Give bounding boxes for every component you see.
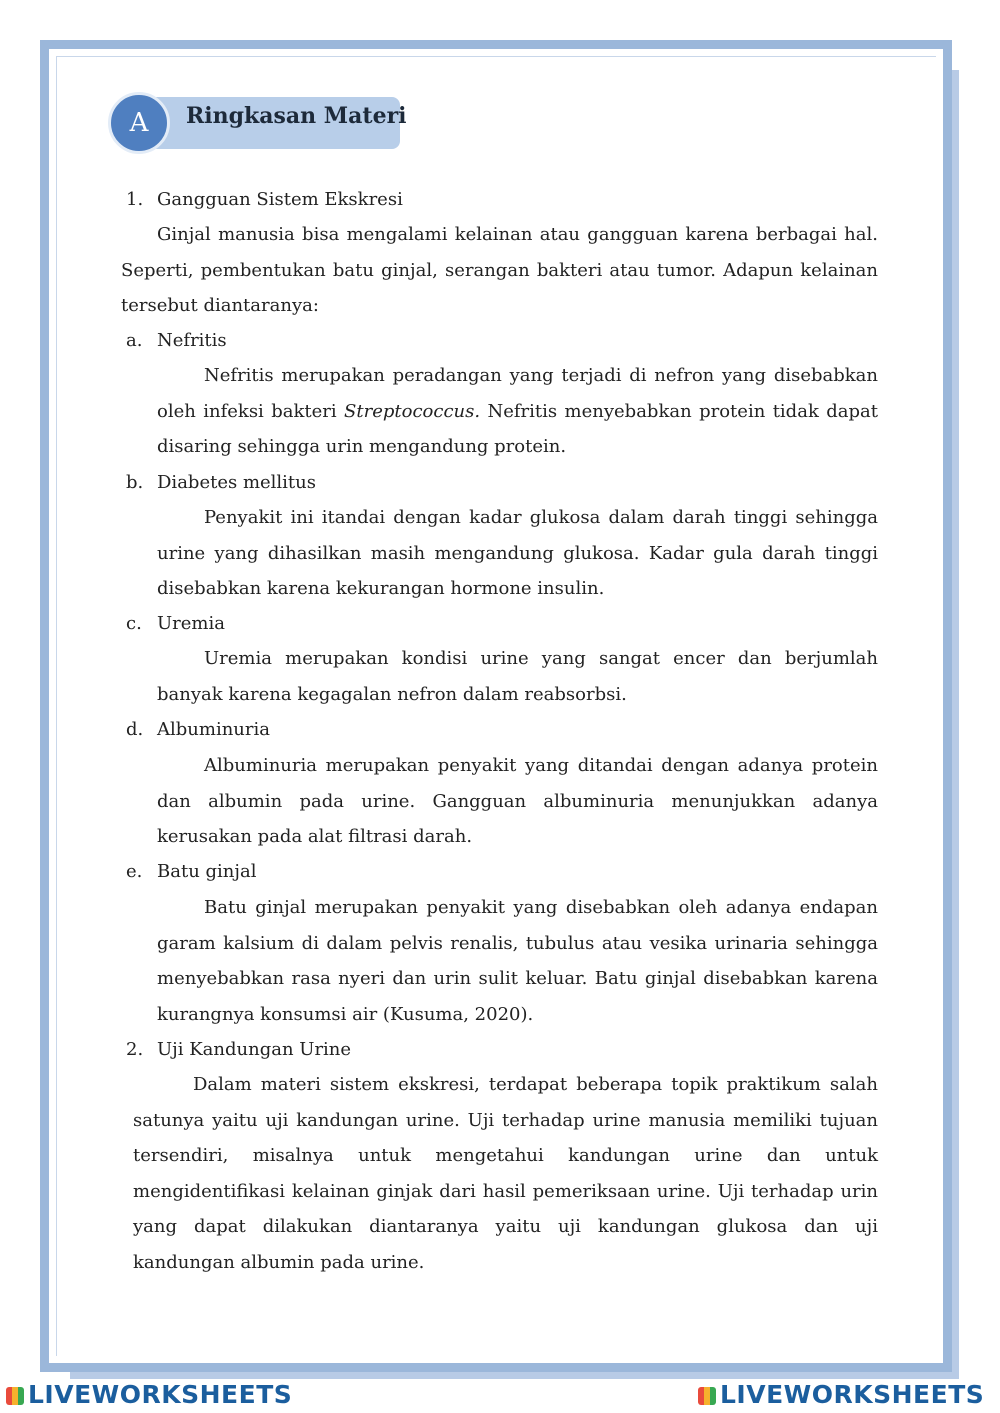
inner-line-left: [56, 56, 57, 1356]
item-d-title: Albuminuria: [157, 719, 270, 740]
item-d-text: Albuminuria merupakan penyakit yang ditandai dengan adanya protein dan albumin pada urine. Gangguan albuminuria menunjukkan adanya kerusakan pada alat filtrasi darah.: [157, 755, 878, 847]
inner-line-top: [56, 56, 936, 57]
frame-bottom: [40, 1363, 952, 1372]
footer-brand-left[interactable]: [6, 1380, 292, 1409]
item-e-text: Batu ginjal merupakan penyakit yang disebabkan oleh adanya endapan garam kalsium di dalam pelvis renalis, tubulus atau vesika urinaria sehingga menyebabkan rasa nyeri dan urin sulit keluar. Batu ginjal disebabkan karena kurangnya konsumsi air (Kusuma, 2020).: [157, 897, 878, 1025]
item-d-letter: d.: [126, 719, 144, 740]
item-e-title: Batu ginjal: [157, 861, 257, 882]
item-c-text: Uremia merupakan kondisi urine yang sangat encer dan berjumlah banyak karena kegagalan nefron dalam reabsorbsi.: [157, 648, 878, 705]
frame-shadow-right: [952, 70, 959, 1378]
section1-number: 1.: [126, 189, 144, 210]
section2-title: Uji Kandungan Urine: [157, 1039, 352, 1060]
section1-title: Gangguan Sistem Ekskresi: [157, 189, 403, 210]
footer-brand-text: LIVEWORKSHEETS: [28, 1380, 293, 1409]
item-b-letter: b.: [126, 472, 144, 493]
section-badge: A: [108, 92, 170, 154]
liveworksheets-logo-icon: [6, 1387, 24, 1405]
liveworksheets-logo-icon: [698, 1387, 716, 1405]
frame-shadow-bottom: [70, 1372, 959, 1379]
item-b-text: Penyakit ini itandai dengan kadar glukosa dalam darah tinggi sehingga urine yang dihasilkan masih mengandung glukosa. Kadar gula darah tinggi disebabkan karena kekurangan hormone insulin.: [157, 507, 878, 599]
item-b-title: Diabetes mellitus: [157, 472, 316, 493]
section1-intro: Ginjal manusia bisa mengalami kelainan atau gangguan karena berbagai hal. Seperti, pembentukan batu ginjal, serangan bakteri atau tumor. Adapun kelainan tersebut diantaranya:: [121, 224, 878, 316]
item-a-letter: a.: [126, 330, 143, 351]
frame-left: [40, 40, 49, 1372]
item-a-title: Nefritis: [157, 330, 227, 351]
section2-number: 2.: [126, 1039, 144, 1060]
footer-brand-text: LIVEWORKSHEETS: [720, 1380, 985, 1409]
section-title: Ringkasan Materi: [186, 103, 407, 129]
frame-top: [40, 40, 952, 49]
frame-right: [943, 40, 952, 1372]
item-a-text: Nefritis merupakan peradangan yang terjadi di nefron yang disebabkan oleh infeksi bakteri Streptococcus. Nefritis menyebabkan protein tidak dapat disaring sehingga urin mengandung protein.: [157, 365, 878, 457]
section2-text: Dalam materi sistem ekskresi, terdapat beberapa topik praktikum salah satunya yaitu uji kandungan urine. Uji terhadap urine manusia memiliki tujuan tersendiri, misalnya untuk mengetahui kandungan urine dan untuk mengidentifikasi kelainan ginjak dari hasil pemeriksaan urine. Uji terhadap urin yang dapat dilakukan diantaranya yaitu uji kandungan glukosa dan uji kandungan albumin pada urine.: [133, 1074, 878, 1273]
footer-brand-right[interactable]: [698, 1380, 984, 1409]
item-e-letter: e.: [126, 861, 143, 882]
item-c-letter: c.: [126, 613, 142, 634]
item-c-title: Uremia: [157, 613, 225, 634]
